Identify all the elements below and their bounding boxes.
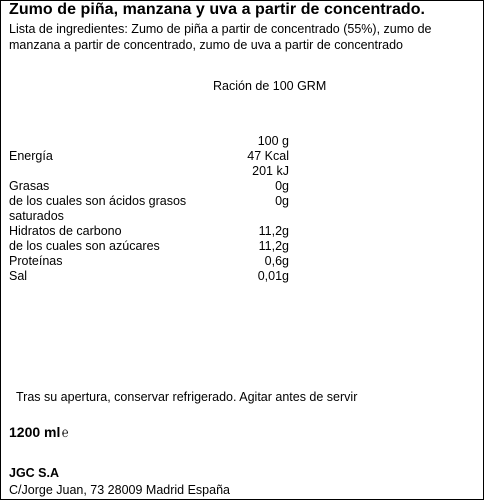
nutrition-row-label: Sal <box>9 269 28 283</box>
storage-instructions: Tras su apertura, conservar refrigerado. Agitar antes de servir <box>16 390 358 404</box>
ingredients-list: Lista de ingredientes: Zumo de piña a partir de concentrado (55%), zumo de manzana a partir de concentrado, zumo de uva a partir de concentrado <box>9 22 432 52</box>
nutrition-row-value: 201 kJ <box>252 164 289 178</box>
serving-size: Ración de 100 GRM <box>213 79 327 93</box>
nutrition-row-label: Energía <box>9 149 53 163</box>
nutrition-row-value: 0,01g <box>257 269 289 283</box>
nutrition-row-value: 11,2g <box>258 224 289 238</box>
nutrition-row-value: 0g <box>275 194 289 208</box>
company-address: C/Jorge Juan, 73 28009 Madrid España <box>9 483 230 497</box>
estimated-sign-icon: ℮ <box>62 424 69 440</box>
nutrition-row-value: 11,2g <box>258 239 289 253</box>
nutrition-row-label: saturados <box>9 209 64 223</box>
company-name: JGC S.A <box>9 466 60 480</box>
nutrition-row-label: Proteínas <box>9 254 63 268</box>
nutrition-per-label: 100 g <box>257 134 289 148</box>
net-volume <box>9 424 70 440</box>
nutrition-row-label: de los cuales son azúcares <box>9 239 160 253</box>
product-title: Zumo de piña, manzana y uva a partir de concentrado. <box>9 1 426 18</box>
nutrition-row-label: de los cuales son ácidos grasos <box>9 194 187 208</box>
nutrition-row-value: 0g <box>275 179 289 193</box>
nutrition-row-value: 47 Kcal <box>247 149 289 163</box>
volume-value: 1200 ml <box>9 424 61 440</box>
nutrition-row-label: Hidratos de carbono <box>9 224 122 238</box>
nutrition-row-value: 0,6g <box>264 254 289 268</box>
nutrition-row-label: Grasas <box>9 179 50 193</box>
